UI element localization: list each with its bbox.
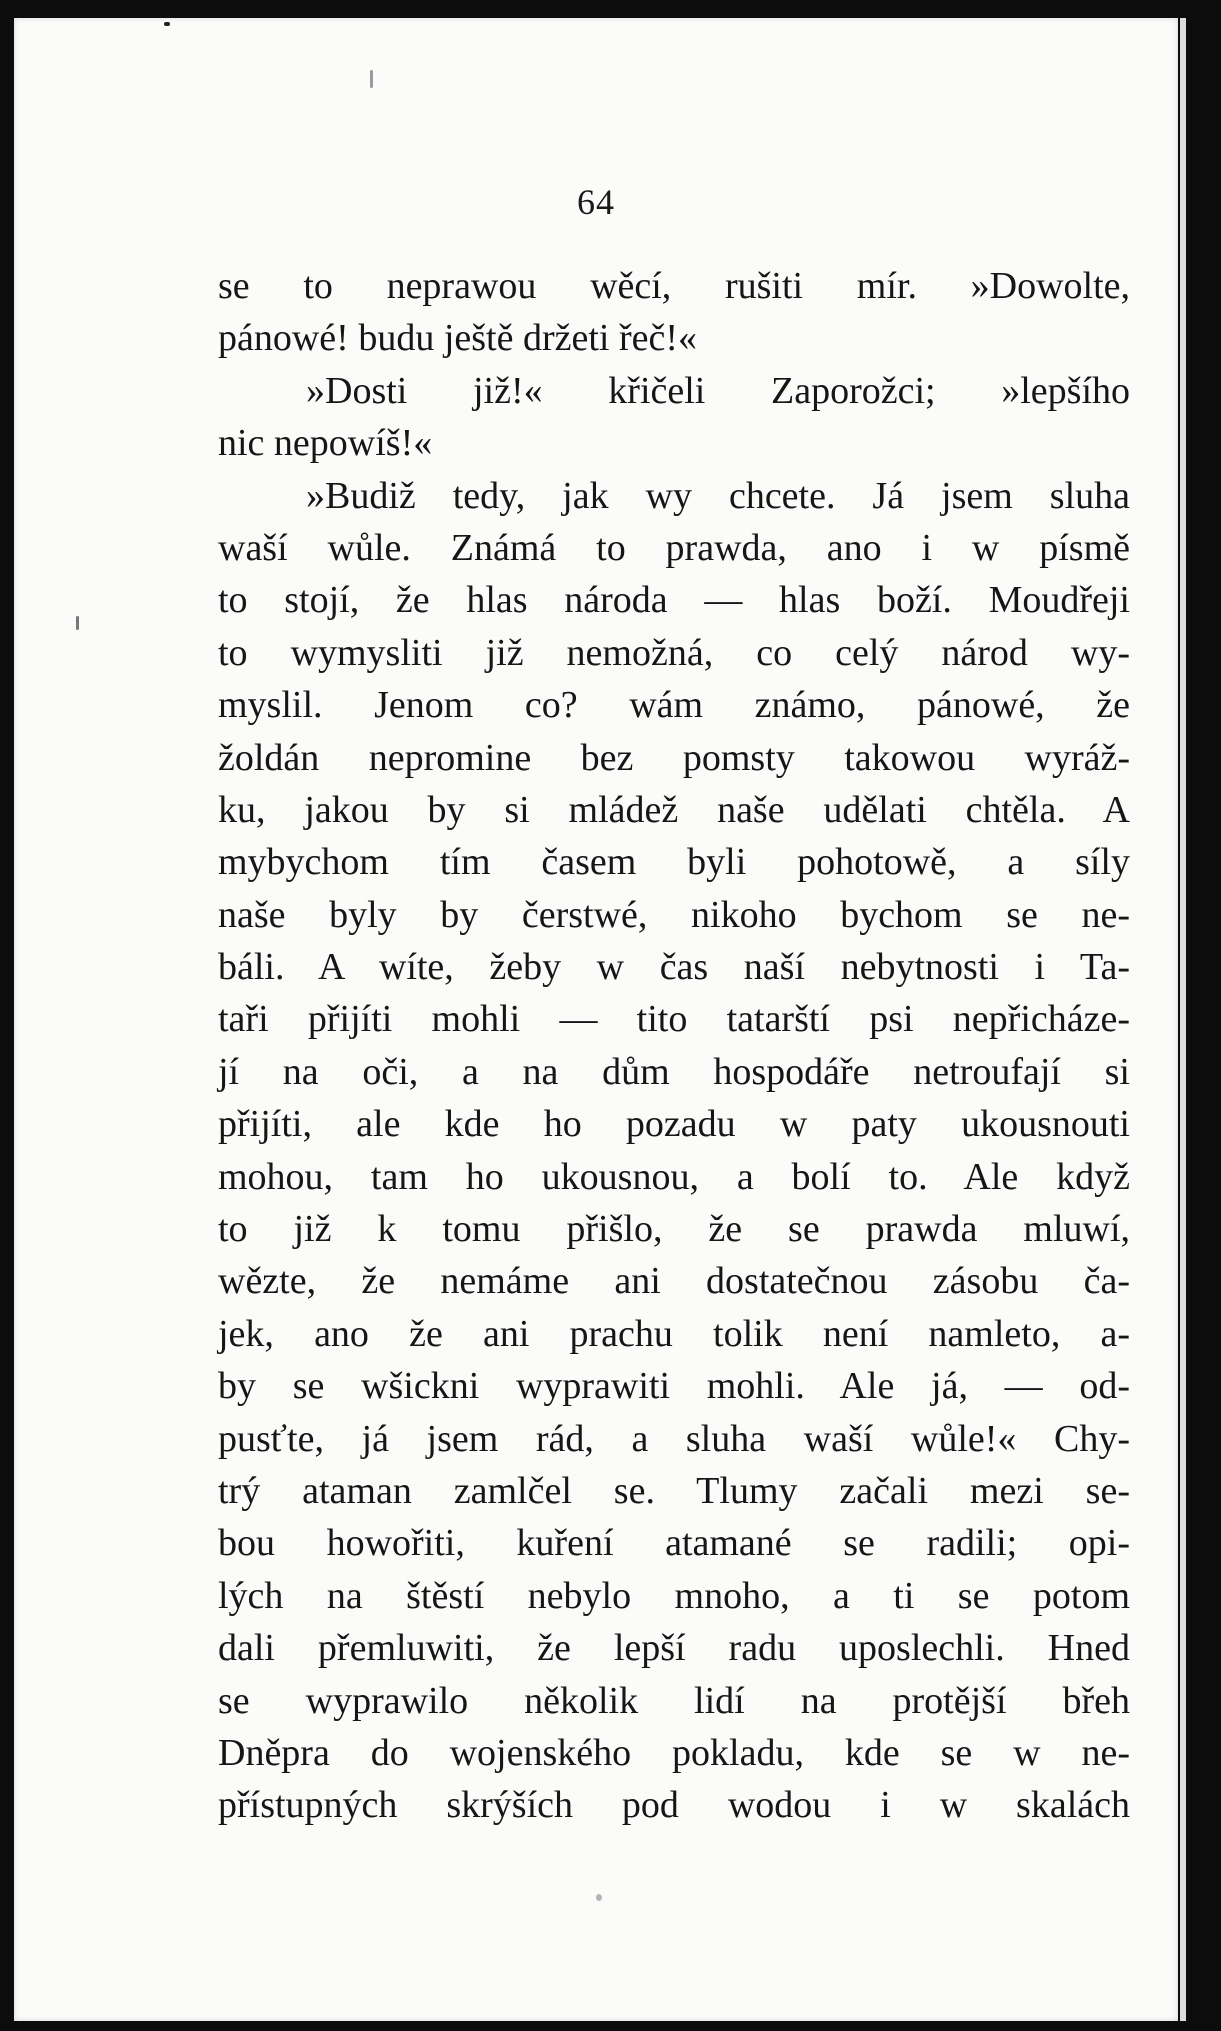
text-line: mohou, tam ho ukousnou, a bolí to. Ale když [218,1155,1130,1198]
text-line: »Budiž tedy, jak wy chcete. Já jsem sluha [306,474,1130,517]
text-line: přístupných skrýších pod wodou i w skalách [218,1784,1130,1827]
text-line: waší wůle. Známá to prawda, ano i w písmě [218,526,1130,569]
text-line: mybychom tím časem byli pohotowě, a síly [218,841,1130,884]
paper-speck [596,1894,602,1901]
page-number: 64 [577,182,615,222]
text-line: se wyprawilo několik lidí na protější břeh [218,1679,1130,1722]
text-line: nic nepowíš!« [218,422,433,465]
paper-speck [76,616,79,630]
text-line: lých na štěstí nebylo mnoho, a ti se potom [218,1574,1130,1617]
text-line: báli. A wíte, žeby w čas naší nebytnosti i Ta- [218,946,1130,989]
body-text [218,260,1130,1832]
text-line: to wymysliti již nemožná, co celý národ wy- [218,631,1130,674]
text-line: Dněpra do wojenského pokladu, kde se w ne- [218,1731,1130,1774]
text-line: přijíti, ale kde ho pozadu w paty ukousnouti [218,1103,1130,1146]
text-line: pánowé! budu ještě držeti řeč!« [218,317,698,360]
text-line: by se wšickni wyprawiti mohli. Ale já, — od- [218,1365,1130,1408]
paper-speck [164,22,170,26]
text-line: bou howořiti, kuření atamané se radili; opi- [218,1522,1130,1565]
paper-speck [370,70,373,88]
book-page [14,18,1178,2021]
text-line: žoldán nepromine bez pomsty takowou wyráž- [218,736,1130,779]
page-edge [1180,18,1186,2021]
text-line: se to neprawou wěcí, rušiti mír. »Dowolte, [218,265,1130,307]
text-line: dali přemluwiti, že lepší radu uposlechli. Hned [218,1627,1130,1670]
text-line: wězte, že nemáme ani dostatečnou zásobu ča- [218,1260,1130,1303]
text-line: to stojí, že hlas národa — hlas boží. Moudřeji [218,579,1130,622]
text-line: jí na oči, a na dům hospodáře netroufají si [218,1050,1130,1093]
text-line: naše byly by čerstwé, nikoho bychom se ne- [218,893,1130,936]
text-line: trý ataman zamlčel se. Tlumy začali mezi se- [218,1469,1130,1512]
text-line: taři přijíti mohli — tito tatarští psi nepřicháze- [218,998,1130,1041]
text-line: »Dosti již!« křičeli Zaporožci; »lepšího [306,369,1130,412]
text-line: myslil. Jenom co? wám známo, pánowé, že [218,684,1130,727]
text-line: to již k tomu přišlo, že se prawda mluwí, [218,1208,1130,1251]
text-line: jek, ano že ani prachu tolik není namleto, a- [218,1312,1130,1355]
text-line: pusťte, já jsem rád, a sluha waší wůle!« Chy- [218,1417,1130,1460]
text-line: ku, jakou by si mládež naše udělati chtěla. A [218,788,1130,831]
